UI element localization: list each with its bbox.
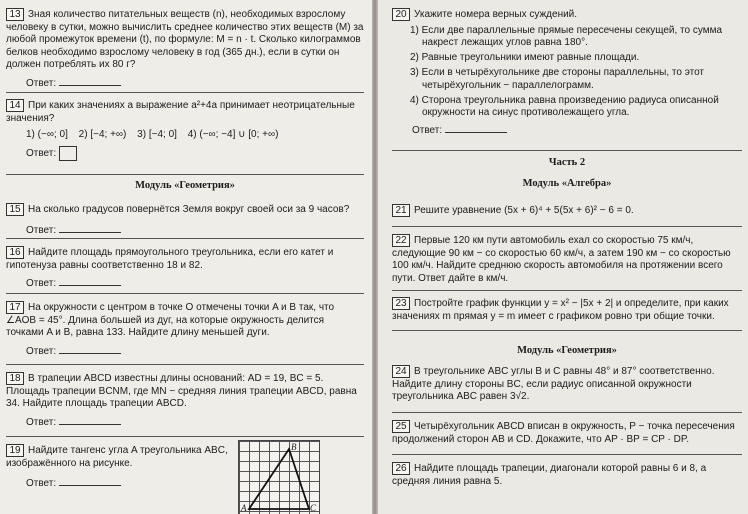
task-text: При каких значениях a выражение a²+4a принимает неотрицательные значения? xyxy=(6,100,355,124)
task-number: 17 xyxy=(6,301,24,314)
task-number: 24 xyxy=(392,365,410,378)
triangle-abc xyxy=(249,449,309,509)
statement-list xyxy=(392,25,742,120)
divider xyxy=(392,226,742,227)
task-24 xyxy=(392,365,742,404)
divider xyxy=(6,436,364,437)
task-text: В треугольнике ABC углы B и C равны 48° и 87° соответственно. Найдите длину стороны BC, если радиус описанной окружности треугольника ABC равен 3√2. xyxy=(392,366,715,402)
point-label-a: A xyxy=(241,503,247,513)
task-text: Найдите площадь трапеции, диагонали которой равны 6 и 8, а средняя линия равна 5. xyxy=(392,463,707,487)
right-page xyxy=(378,0,748,514)
task-number: 20 xyxy=(392,8,410,21)
task-13 xyxy=(6,8,364,90)
task-text: Найдите площадь прямоугольного треугольника, если его катет и гипотенуза равны соответственно 18 и 82. xyxy=(6,247,334,271)
answer-field[interactable]: Ответ: xyxy=(26,344,364,358)
statement-4: 4) Сторона треугольника равна произведению радиуса описанной окружности на синус противолежащего угла. xyxy=(410,94,719,119)
task-number: 25 xyxy=(392,420,410,433)
statement-3: 3) Если в четырёхугольнике две стороны параллельны, то этот четырёхугольник − параллелограмм. xyxy=(410,67,705,91)
task-18 xyxy=(6,372,364,429)
task-17 xyxy=(6,301,364,358)
option-2[interactable]: 2) [−4; +∞) xyxy=(78,129,127,140)
answer-field[interactable]: Ответ: xyxy=(26,276,364,290)
task-number: 23 xyxy=(392,297,410,310)
part-heading: Часть 2 xyxy=(548,157,586,168)
answer-field[interactable]: Ответ: xyxy=(26,76,364,90)
divider xyxy=(392,290,742,291)
task-23 xyxy=(392,297,742,323)
task-number: 26 xyxy=(392,462,410,475)
answer-field[interactable]: Ответ: xyxy=(412,123,742,137)
task-text: В трапеции ABCD известны длины оснований: AD = 19, BC = 5. Площадь трапеции BCNM, где MN − средняя линия трапеции ABCD, равна 34. Найдите площадь трапеции ABCD. xyxy=(6,373,357,409)
point-label-b: B xyxy=(291,442,297,452)
answer-field[interactable]: Ответ: xyxy=(26,223,364,237)
task-number: 13 xyxy=(6,8,24,21)
divider xyxy=(392,330,742,331)
task-number: 16 xyxy=(6,246,24,259)
task-text: Укажите номера верных суждений. xyxy=(414,9,578,20)
option-4[interactable]: 4) (−∞; −4] ∪ [0; +∞) xyxy=(187,129,279,140)
divider xyxy=(6,238,364,239)
task-21 xyxy=(392,204,742,218)
module-heading-geometry: Модуль «Геометрия» xyxy=(517,345,617,356)
task-16 xyxy=(6,246,364,290)
task-20 xyxy=(392,8,742,137)
task-text: На окружности с центром в точке O отмечены точки A и B так, что ∠AOB = 45°. Длина большей из дуг, на которые окружность делится точками A и B, равна 133. Найдите длину меньшей дуги. xyxy=(6,302,335,338)
option-3[interactable]: 3) [−4; 0] xyxy=(137,129,177,140)
task-text: Постройте график функции y = x² − |5x + 2| и определите, при каких значениях m прямая y = m имеет с графиком ровно три общие точки. xyxy=(392,298,729,322)
task-15 xyxy=(6,203,364,237)
task-text: Первые 120 км пути автомобиль ехал со скоростью 75 км/ч, следующие 90 км − со скоростью 60 км/ч, а затем 190 км − со скоростью 100 км/ч. Найдите среднюю скорость автомобиля на протяжении всего пути. Ответ дайте в км/ч. xyxy=(392,235,731,284)
divider xyxy=(392,150,742,151)
task-text: Решите уравнение (5x + 6)⁴ + 5(5x + 6)² − 6 = 0. xyxy=(414,205,634,216)
triangle-figure xyxy=(238,440,320,514)
task-number: 18 xyxy=(6,372,24,385)
task-22 xyxy=(392,234,742,285)
task-number: 15 xyxy=(6,203,24,216)
option-1[interactable]: 1) (−∞; 0] xyxy=(26,129,68,140)
task-number: 14 xyxy=(6,99,24,112)
task-number: 19 xyxy=(6,444,24,457)
left-page xyxy=(0,0,372,514)
divider xyxy=(6,293,364,294)
module-heading-algebra: Модуль «Алгебра» xyxy=(522,178,612,189)
task-26 xyxy=(392,462,742,488)
answer-field[interactable]: Ответ: xyxy=(26,476,232,490)
task-number: 21 xyxy=(392,204,410,217)
divider xyxy=(6,364,364,365)
task-text: Зная количество питательных веществ (n), необходимых взрослому человеку в сутки, можно вычислить среднее количество этих веществ (M) за любой промежуток времени (t), по формуле: M = n · t. Сколько килограммов белков необходимо взрослому человеку в год (365 дн.), если в сутки он должен потреблять их 80 г? xyxy=(6,9,364,70)
divider xyxy=(392,454,742,455)
point-label-c: C xyxy=(310,503,317,513)
answer-field[interactable]: Ответ: xyxy=(26,415,364,429)
divider xyxy=(392,412,742,413)
task-text: На сколько градусов повернётся Земля вокруг своей оси за 9 часов? xyxy=(28,204,350,215)
statement-2: 2) Равные треугольники имеют равные площади. xyxy=(410,52,640,64)
triangle-drawing xyxy=(239,441,319,514)
statement-1: 1) Если две параллельные прямые пересечены секущей, то сумма накрест лежащих углов равна 180°. xyxy=(410,24,723,48)
task-text: Найдите тангенс угла A треугольника ABC, изображённого на рисунке. xyxy=(6,445,228,469)
divider xyxy=(6,174,364,175)
task-25 xyxy=(392,420,742,446)
task-14 xyxy=(6,99,364,161)
answer-field[interactable]: Ответ: xyxy=(26,146,364,161)
module-heading: Модуль «Геометрия» xyxy=(135,180,235,191)
divider xyxy=(6,92,364,93)
answer-options xyxy=(26,129,364,141)
task-number: 22 xyxy=(392,234,410,247)
task-text: Четырёхугольник ABCD вписан в окружность, P − точка пересечения продолжений сторон AB и CD. Докажите, что AP · BP = CP · DP. xyxy=(392,421,735,445)
task-19 xyxy=(6,444,232,490)
